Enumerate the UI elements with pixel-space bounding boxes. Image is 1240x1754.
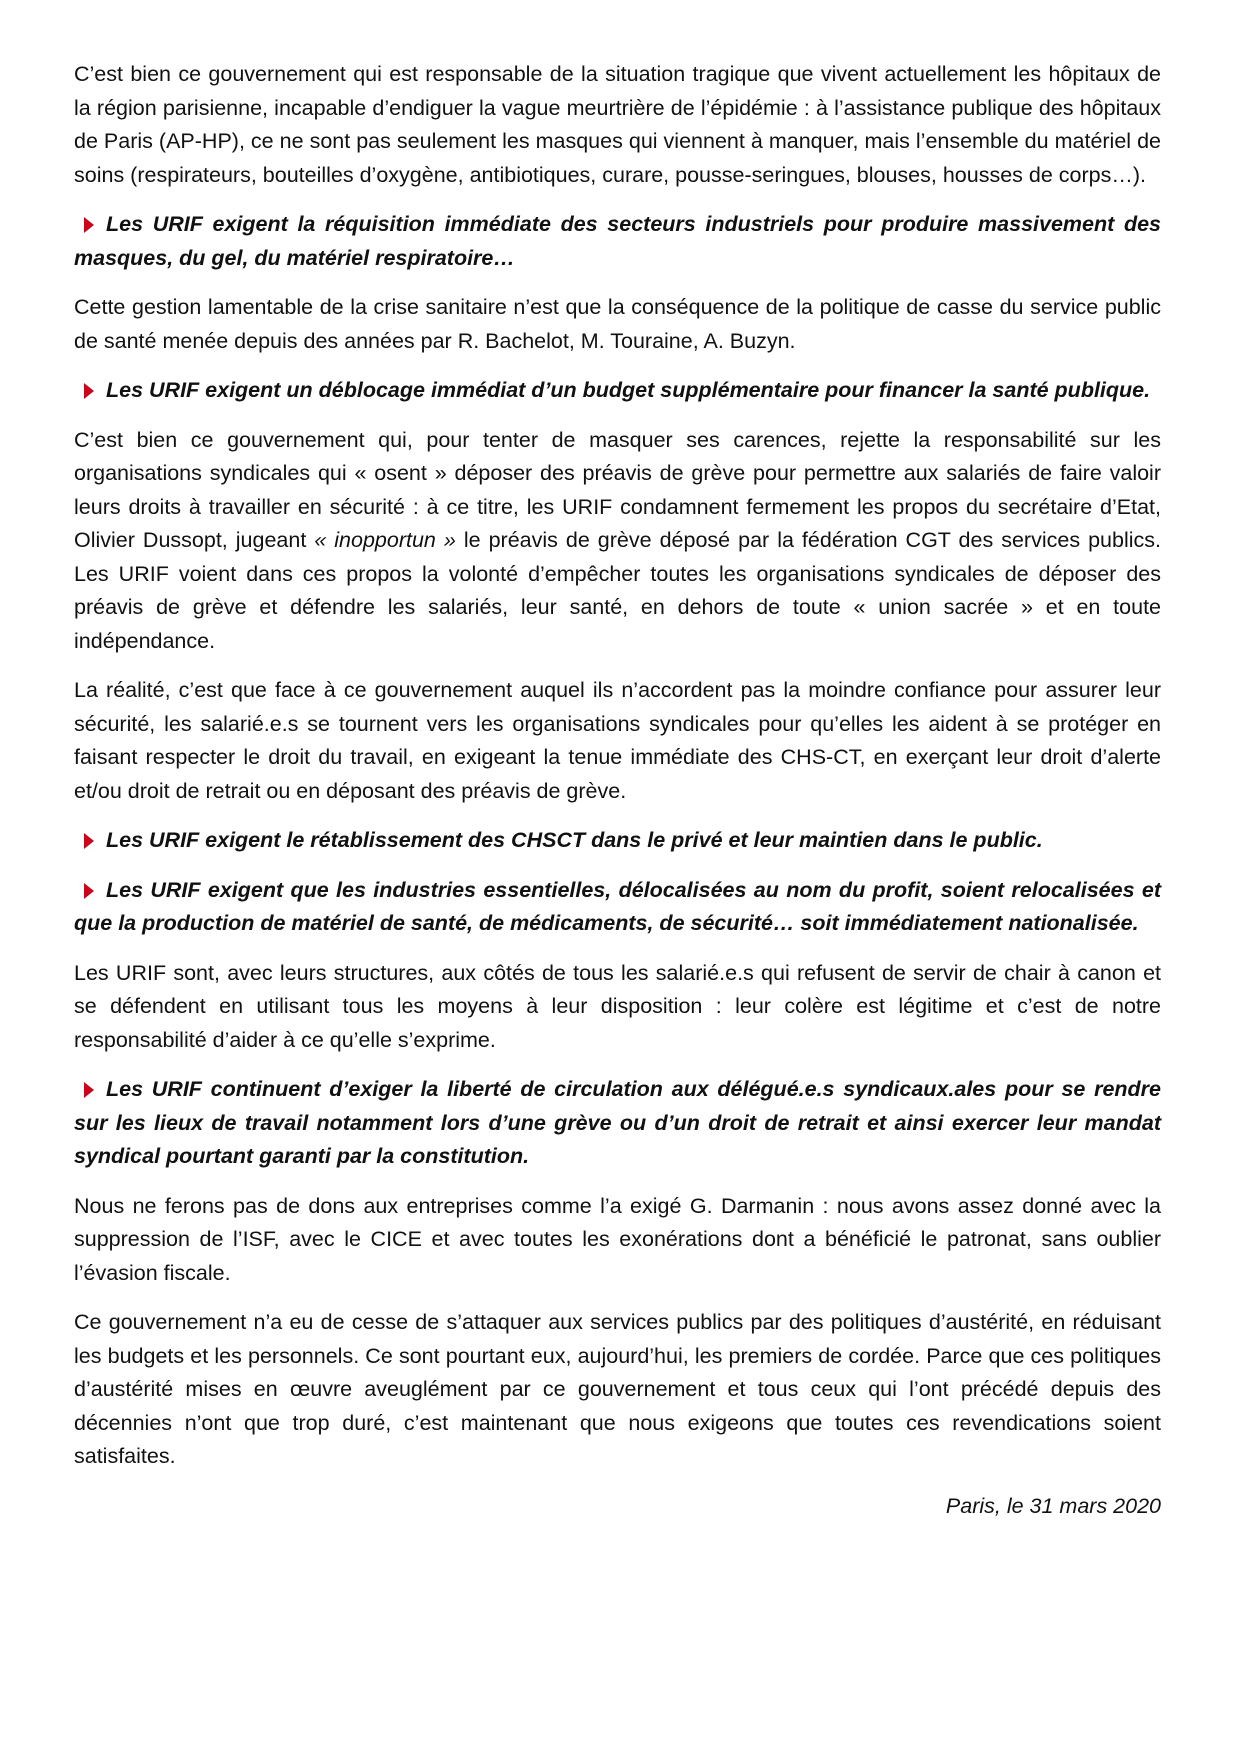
paragraph-crisis-management: Cette gestion lamentable de la crise sanitaire n’est que la conséquence de la politique de casse du service public de santé menée depuis des années par R. Bachelot, M. Touraine, A. Buzyn. bbox=[74, 295, 1161, 353]
paragraph-donations: Nous ne ferons pas de dons aux entreprises comme l’a exigé G. Darmanin : nous avons assez donné avec la suppression de l’ISF, avec le CICE et avec toutes les exonérations dont a bénéficié le patronat, sans oublier l’évasion fiscale. bbox=[74, 1193, 1161, 1285]
paragraph-reality: La réalité, c’est que face à ce gouvernement auquel ils n’accordent pas la moindre confiance pour assurer leur sécurité, les salarié.e.s se tournent vers les organisations syndicales pour qu’elles les aident à se protéger en faisant respecter le droit du travail, en exigeant la tenue immédiate des CHS-CT, en exerçant leur droit d’alerte et/ou droit de retrait ou en déposant des préavis de grève. bbox=[74, 678, 1161, 803]
demand-relocation-text: Les URIF exigent que les industries essentielles, délocalisées au nom du profit, soient relocalisées et que la production de matériel de santé, de médicaments, de sécurité… soit immédiatement nationalisée. bbox=[74, 877, 1161, 935]
red-triangle-arrow-icon bbox=[84, 833, 94, 849]
demand-relocation bbox=[74, 874, 1161, 941]
red-triangle-arrow-icon bbox=[84, 217, 94, 233]
paragraph-hospitals: C’est bien ce gouvernement qui est responsable de la situation tragique que vivent actuellement les hôpitaux de la région parisienne, incapable d’endiguer la vague meurtrière de l’épidémie : à l’assistance publique des hôpitaux de Paris (AP-HP), ce ne sont pas seulement les masques qui viennent à manquer, mais l’ensemble du matériel de soins (respirateurs, bouteilles d’oxygène, antibiotiques, curare, pousse-seringues, blouses, housses de corps…). bbox=[74, 62, 1161, 187]
paragraph-strike-notices-part-b: le préavis de grève déposé par la fédération CGT des services publics. Les URIF voient dans ces propos la volonté d’empêcher toutes les organisations syndicales de déposer des préavis de grève et défendre les salariés, leur santé, en dehors de toute « union sacrée » et en toute indépendance. bbox=[74, 528, 1161, 653]
demand-chsct bbox=[74, 824, 1161, 858]
red-triangle-arrow-icon bbox=[84, 383, 94, 399]
signature-date: Paris, le 31 mars 2020 bbox=[945, 1493, 1161, 1518]
demand-requisition bbox=[74, 208, 1161, 275]
paragraph-strike-notices-part-a: C’est bien ce gouvernement qui, pour tenter de masquer ses carences, rejette la responsabilité sur les organisations syndicales qui « osent » déposer des préavis de grève pour permettre aux salariés de faire valoir leurs droits à travailler en sécurité : à ce titre, les URIF condamnent fermement les propos du secrétaire d’Etat, Olivier Dussopt, jugeant bbox=[74, 427, 1161, 552]
demand-freedom-circulation bbox=[74, 1073, 1161, 1174]
red-triangle-arrow-icon bbox=[84, 883, 94, 899]
quote-inopportun: « inopportun » bbox=[314, 528, 456, 552]
red-triangle-arrow-icon bbox=[84, 1082, 94, 1098]
demand-freedom-circulation-text: Les URIF continuent d’exiger la liberté de circulation aux délégué.e.s syndicaux.ales pour se rendre sur les lieux de travail notamment lors d’une grève ou d’un droit de retrait et ainsi exercer leur mandat syndical pourtant garanti par la constitution. bbox=[74, 1077, 1161, 1168]
demand-requisition-text: Les URIF exigent la réquisition immédiate des secteurs industriels pour produire massivement des masques, du gel, du matériel respiratoire… bbox=[74, 212, 1161, 270]
demand-chsct-text: Les URIF exigent le rétablissement des CHSCT dans le privé et leur maintien dans le public. bbox=[106, 828, 1043, 852]
demand-budget-text: Les URIF exigent un déblocage immédiat d’un budget supplémentaire pour financer la santé publique. bbox=[106, 378, 1151, 402]
paragraph-strike-notices bbox=[74, 424, 1161, 659]
paragraph-urif-structures: Les URIF sont, avec leurs structures, aux côtés de tous les salarié.e.s qui refusent de servir de chair à canon et se défendent en utilisant tous les moyens à leur disposition : leur colère est légitime et c’est de notre responsabilité d’aider à ce qu’elle s’exprime. bbox=[74, 960, 1161, 1052]
document-page bbox=[74, 58, 1161, 1545]
paragraph-austerity: Ce gouvernement n’a eu de cesse de s’attaquer aux services publics par des politiques d’austérité, en réduisant les budgets et les personnels. Ce sont pourtant eux, aujourd’hui, les premiers de cordée. Parce que ces politiques d’austérité mises en œuvre aveuglément par ce gouvernement et tous ceux qui l’ont précédé depuis des décennies n’ont que trop duré, c’est maintenant que nous exigeons que toutes ces revendications soient satisfaites. bbox=[74, 1310, 1161, 1468]
demand-budget bbox=[74, 374, 1161, 408]
